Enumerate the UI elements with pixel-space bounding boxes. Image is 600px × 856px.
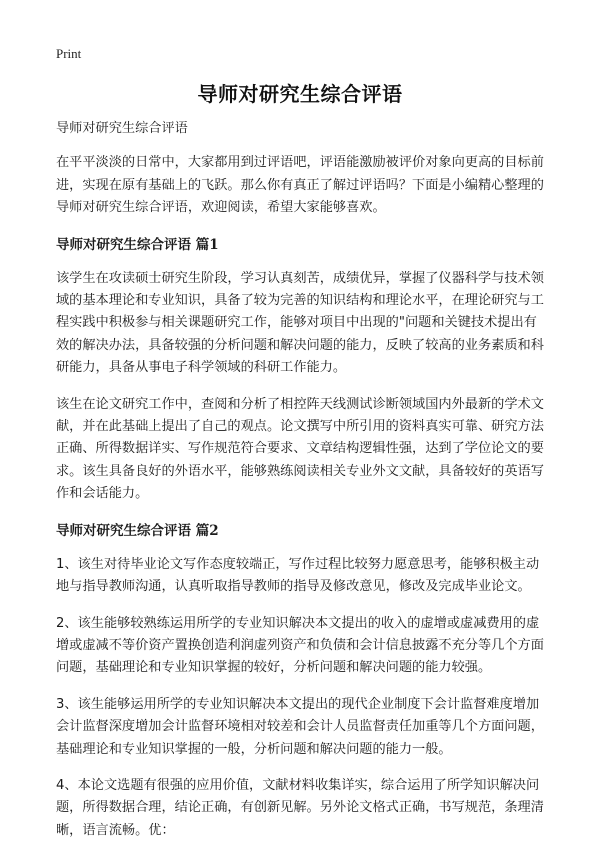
section-1-paragraph-2: 该生在论文研究工作中，查阅和分析了相控阵天线测试诊断领域国内外最新的学术文献，并在此基础上提出了自己的观点。论文撰写中所引用的资料真实可靠、研究方法正确、所得数据详实、写作规范符合要求、文章结构逻辑性强，达到了学位论文的要求。该生具备良好的外语水平，能够熟练阅读相关专业外文文献，具备较好的英语写作和会话能力。 [56,396,544,502]
section-2-paragraph-2: 2、该生能够较熟练运用所学的专业知识解决本文提出的收入的虚增或虚减费用的虚增或虚减不等价资产置换创造利润虚列资产和负债和会计信息披露不充分等几个方面问题，基础理论和专业知识掌握的较好，分析问题和解决问题的能力较强。 [56,615,544,676]
print-link[interactable]: Print [56,46,82,61]
section-2-paragraph-1: 1、该生对待毕业论文写作态度较端正，写作过程比较努力愿意思考，能够积极主动地与指导教师沟通，认真听取指导教师的指导及修改意见，修改及完成毕业论文。 [56,556,540,595]
section-heading-2: 导师对研究生综合评语 篇2 [56,522,219,539]
section-2-paragraph-3: 3、该生能够运用所学的专业知识解决本文提出的现代企业制度下会计监督难度增加会计监督深度增加会计监督环境相对较差和会计人员监督责任加重等几个方面问题，基础理论和专业知识掌握的一般，分析问题和解决问题的能力一般。 [56,696,544,757]
section-1-paragraph-1: 该学生在攻读硕士研究生阶段，学习认真刻苦，成绩优异，掌握了仪器科学与技术领域的基本理论和专业知识，具备了较为完善的知识结构和理论水平，在理论研究与工程实践中积极参与相关课题研究工作，能够对项目中出现的"问题和关键技术提出有效的解决办法，具备较强的分析问题和解决问题的能力，反映了较高的业务素质和科研能力，具备从事电子科学领域的科研工作能力。 [56,270,544,376]
document-subtitle: 导师对研究生综合评语 [56,121,188,136]
intro-paragraph: 在平平淡淡的日常中，大家都用到过评语吧，评语能激励被评价对象向更高的目标前进，实现在原有基础上的飞跃。那么你有真正了解过评语吗？下面是小编精心整理的导师对研究生综合评语，欢迎阅读，希望大家能够喜欢。 [56,155,544,216]
page-title: 导师对研究生综合评语 [197,82,403,106]
section-heading-1: 导师对研究生综合评语 篇1 [56,236,219,253]
document-body [56,118,548,856]
section-2-paragraph-4: 4、本论文选题有很强的应用价值，文献材料收集详实，综合运用了所学知识解决问题，所得数据合理，结论正确，有创新见解。另外论文格式正确，书写规范，条理清晰，语言流畅。优： [56,777,544,838]
